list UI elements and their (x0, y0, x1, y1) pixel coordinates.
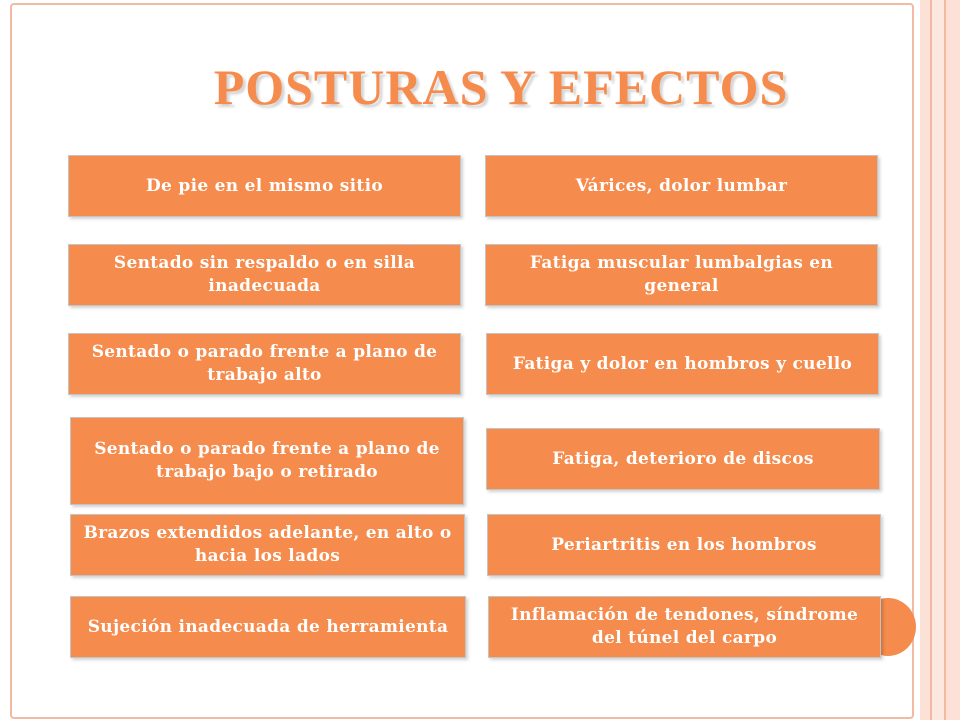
effect-box-1: Várices, dolor lumbar (485, 155, 878, 217)
posture-box-4: Sentado o parado frente a plano de trabajo bajo o retirado (70, 417, 464, 505)
effect-box-2: Fatiga muscular lumbalgias en general (485, 244, 878, 306)
posture-box-1: De pie en el mismo sitio (68, 155, 461, 217)
effect-box-3: Fatiga y dolor en hombros y cuello (486, 333, 879, 395)
posture-box-5: Brazos extendidos adelante, en alto o hacia los lados (70, 514, 465, 576)
posture-box-3: Sentado o parado frente a plano de trabajo alto (68, 333, 461, 395)
posture-box-2: Sentado sin respaldo o en silla inadecuada (68, 244, 461, 306)
effect-box-5: Periartritis en los hombros (487, 514, 881, 576)
effect-box-6: Inflamación de tendones, síndrome del túnel del carpo (488, 596, 881, 658)
posture-box-6: Sujeción inadecuada de herramienta (70, 596, 466, 658)
effect-box-4: Fatiga, deterioro de discos (486, 428, 880, 490)
slide-title: POSTURAS Y EFECTOS (213, 59, 789, 115)
